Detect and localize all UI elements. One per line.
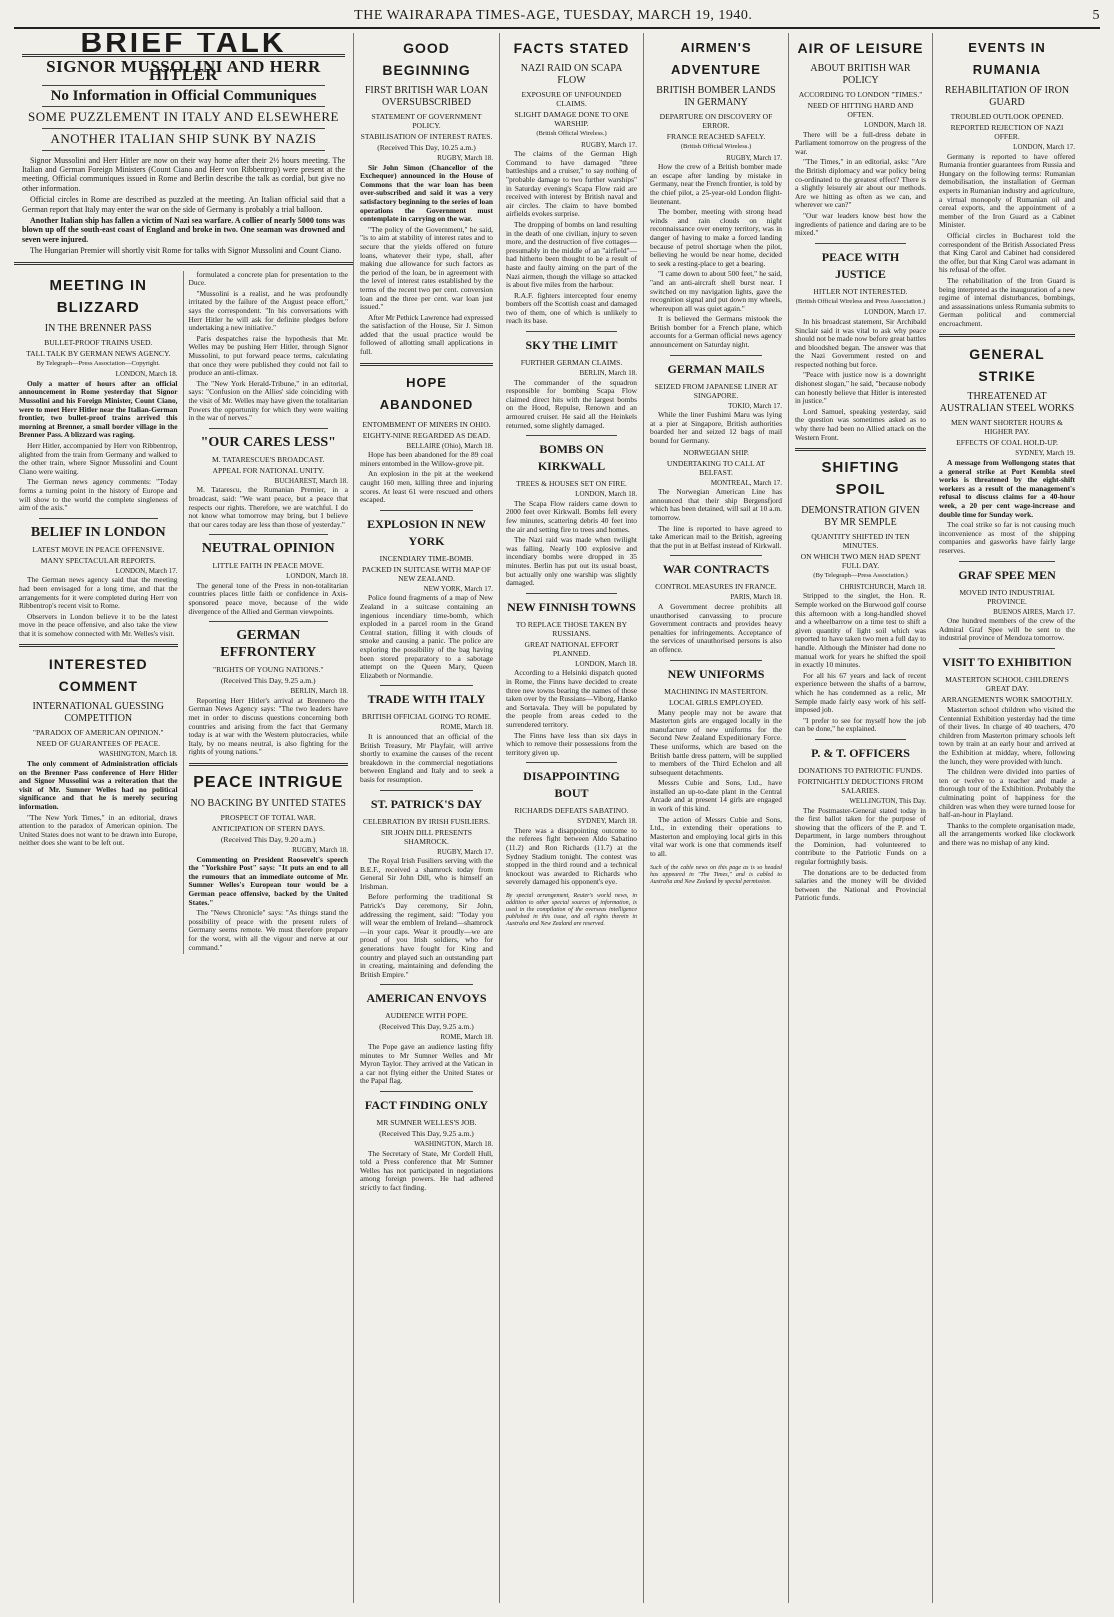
rumania-sub-3: REPORTED REJECTION OF NAZI OFFER. (950, 123, 1064, 141)
dateline: BELLAIRE (Ohio), March 18. (406, 441, 493, 450)
paragraph: Official circles in Bucharest told the correspondent of the British Associated Press that King Carol and Cabinet had considered the offer, but that King Carol was adamant in his refusal of the offer. (939, 230, 1075, 275)
paragraph: Signor Mussolini and Herr Hitler are now on their way home after their 2½ hours meeting. The Italian and German Foreign Ministers (Count Ciano and Herr von Ribbentrop) were present at the meeting. Official communiques issued in Rome and Berlin describe the talk as cordial, but give no other information. (22, 155, 345, 193)
good-sub-2: STATEMENT OF GOVERNMENT POLICY. (371, 112, 482, 130)
divider (209, 621, 329, 622)
justice-headline: PEACE WITH JUSTICE (821, 249, 900, 281)
brief-kicker: BRIEF TALK (80, 33, 287, 59)
paragraph: Lord Samuel, speaking yesterday, said the question was sometimes asked as to why there had been no Allied attack on the Western Front. (795, 406, 926, 442)
dateline: CHRISTCHURCH, March 18. (839, 582, 926, 591)
paragraph: The dropping of bombs on land resulting in the death of one civilian, injury to seven more, and the destruction of five cottages—presumably in the middle of an "airfield"—had hitherto been thought to be a result of haste and faulty aiming on the part of the Nazi airmen, though the village so attacked is about five miles from the harbour. (506, 219, 637, 290)
byline: (British Official Wireless and Press Association.) (795, 297, 926, 305)
good-sub-3: STABILISATION OF INTEREST RATES. (360, 132, 493, 141)
sky-sub: FURTHER GERMAN CLAIMS. (520, 358, 623, 368)
divider (815, 243, 906, 244)
column-1 (14, 271, 184, 955)
facts-headline: FACTS STATED (513, 40, 630, 56)
intrigue-sub: NO BACKING BY UNITED STATES (190, 798, 346, 809)
justice-sub: HITLER NOT INTERESTED. (813, 286, 908, 296)
airmen-sub-2: DEPARTURE ON DISCOVERY OF ERROR. (659, 112, 773, 130)
received-note: (Received This Day, 9.25 a.m.) (379, 1128, 474, 1138)
dateline: LONDON, March 18. (115, 370, 178, 379)
leisure-headline: AIR OF LEISURE (797, 40, 924, 56)
paragraph: "Mussolini is a realist, and he was profoundly irritated by the failure of the August peace effort," says the correspondent. "In his conversations with Herr Hitler he will ask for definite pledges before undertaking a new initiative." (188, 288, 348, 333)
divider (39, 518, 158, 519)
intrigue-sub-3: ANTICIPATION OF STERN DAYS. (211, 824, 325, 833)
paragraph: The rehabilitation of the Iron Guard is being interpreted as the inauguration of a new regime of internal disturbances, bombings, and assassinations unless Rumania submits to German political and commercial encroachment. (939, 275, 1075, 328)
paragraph: The Finns have less than six days in which to remove their possessions from the territory given up. (506, 730, 637, 757)
byline: (British Official Wireless.) (536, 130, 607, 137)
divider (380, 1091, 473, 1092)
paragraph: While the liner Fushimi Maru was lying at a pier at Singapore, British authorities boarded her and seized 12 bags of mail bound for Germany. (650, 410, 782, 446)
dateline: BUENOS AIRES, March 17. (993, 607, 1075, 616)
interested-headline: INTERESTED COMMENT (48, 656, 148, 695)
uniforms-sub: MACHINING IN MASTERTON. (664, 686, 768, 696)
dateline: LONDON, March 17. (115, 566, 178, 575)
divider (42, 85, 325, 86)
paragraph: Police found fragments of a map of New Zealand in a suitcase containing an ingenious incendiary time-bomb, which exploded in a parcel room in the Grand Central station, filling it with clouds of smoke and causing a panic. The police are exploring the possibility of the bag having been stored preparatory to a sabotage attempt on the Queen Mary, Queen Elizabeth or Normandie. (360, 593, 493, 680)
dateline: RUGBY, March 17. (581, 140, 637, 149)
divider (42, 106, 325, 107)
received-note: (Received This Day, 10.25 a.m.) (377, 143, 476, 152)
dateline: LONDON, March 18. (286, 572, 348, 581)
dateline: SYDNEY, March 18. (577, 817, 637, 826)
brief-headline: SIGNOR MUSSOLINI AND HERR HITLER (46, 56, 321, 85)
paragraph: The Pope gave an audience lasting fifty minutes to Mr Sumner Welles and Mr Myron Taylor. They arrived at the Vatican in a car not flying either the United States or the Papal flag. (360, 1042, 493, 1086)
dateline: ROME, March 18. (440, 723, 493, 732)
divider (19, 644, 178, 647)
divider (189, 763, 349, 766)
paragraph: Messrs Cubie and Sons, Ltd., have installed an up-to-date plant in the Central Arcade and at present 14 girls are engaged in work of this kind. (650, 778, 782, 814)
strike-headline: GENERAL STRIKE (969, 346, 1045, 385)
leisure-sub-2: ACCORDING TO LONDON "TIMES." (798, 90, 923, 99)
paragraph: Sir John Simon (Chancellor of the Exchequer) announced in the House of Commons that the war loan has been over-subscribed and said it was a very satisfactory beginning to the series of loan operations the Government must contemplate in carrying on the war. (360, 162, 493, 224)
strike-sub-3: EFFECTS OF COAL HOLD-UP. (956, 438, 1058, 448)
patrick-sub-2: SIR JOHN DILL PRESENTS SHAMROCK. (380, 827, 473, 846)
divider (14, 262, 353, 265)
uniforms-sub-2: LOCAL GIRLS EMPLOYED. (668, 697, 763, 707)
paragraph: A Government decree prohibits all unauthorised canvassing to procure Government contracts and provides heavy penalties for infringements. Acceptance of the services of unauthorised persons is also an offence. (650, 601, 782, 654)
paragraph: One hundred members of the crew of the Admiral Graf Spee will be sent to the industrial province of Mendoza tomorrow. (939, 616, 1075, 643)
facts-sub-3: SLIGHT DAMAGE DONE TO ONE WARSHIP. (514, 110, 629, 128)
belief-sub-2: MANY SPECTACULAR REPORTS. (40, 555, 156, 565)
divider (526, 762, 617, 763)
neutral-headline: NEUTRAL OPINION (201, 541, 335, 557)
trade-sub: BRITISH OFFICIAL GOING TO ROME. (361, 712, 492, 722)
paragraph: The Royal Irish Fusiliers serving with the B.E.F., received a shamrock today from General Sir John Dill, who is himself an Irishman. (360, 856, 493, 891)
spee-sub: MOVED INTO INDUSTRIAL PROVINCE. (959, 587, 1055, 606)
cares-sub-2: APPEAL FOR NATIONAL UNITY. (212, 465, 325, 475)
paragraph: The Secretary of State, Mr Cordell Hull, told a Press conference that Mr Sumner Welles has not participated in negotiations among foreign powers. He had adhered strictly to fact finding. (360, 1148, 493, 1192)
paragraph: A message from Wollongong states that a general strike at Port Kembla steel works is threatened by the eight-shift workers as a result of the management's refusal to discuss claims for a 40-hour week, a 20 per cent wage-increase and double time for Sunday work. (939, 458, 1075, 519)
intrigue-sub-2: PROSPECT OF TOTAL WAR. (220, 813, 316, 822)
divider (959, 648, 1055, 649)
paragraph: The claims of the German High Command to have damaged "three battleships and a cruiser," to say nothing of "probable damage to two further warships" in Saturday evening's Scapa Flow raid are received with interest by British naval and air circles. The claim to have bombed airfields evokes surprise. (506, 149, 637, 219)
kirkwall-sub: TREES & HOUSES SET ON FIRE. (516, 479, 627, 489)
column-grid (14, 33, 1100, 1603)
divider (939, 334, 1075, 337)
paragraph: The coal strike so far is not causing much inconvenience as most of the shipping companies and gasworks have fairly large reserves. (939, 520, 1075, 555)
dateline: BERLIN, March 18. (290, 687, 348, 696)
effrontery-sub: "RIGHTS OF YOUNG NATIONS." (212, 665, 324, 675)
paragraph: Commenting on President Roosevelt's speech the "Yorkshire Post" says: "It puts an end to all the rumours that an immediate outcome of Mr. Sumner Welles's European tour would be a German peace offensive, backed by the United States." (188, 854, 348, 907)
facts-sub-2: EXPOSURE OF UNFOUNDED CLAIMS. (521, 90, 622, 108)
paragraph: The German news agency comments: "Today forms a turning point in the history of Europe and will show to the world the complete singleness of aim of the axis." (19, 477, 178, 513)
rumania-sub: REHABILITATION OF IRON GUARD (944, 85, 1070, 108)
paragraph: Official circles in Rome are described as puzzled at the meeting. An Italian official said that a German report that Italy may enter the war on the side of Germany is probably a trial balloon. (22, 195, 345, 214)
trade-headline: TRADE WITH ITALY (367, 692, 486, 707)
paragraph: Observers in London believe it to be the latest move in the peace offensive, and also take the view that it is somehow connected with Mr. Welles's visit. (19, 611, 178, 638)
mails-headline: GERMAN MAILS (667, 361, 765, 376)
column-3 (354, 33, 500, 1603)
neutral-sub: LITTLE FAITH IN PEACE MOVE. (212, 561, 324, 571)
dateline: LONDON, March 18. (575, 659, 637, 668)
column-2 (184, 271, 354, 955)
interested-sub-3: NEED OF GUARANTEES OF PEACE. (36, 739, 161, 749)
paragraph: The Nazi raid was made when twilight was falling. Nearly 100 explosive and incendiary bombs were dropped in 35 minutes. Berlin has put out its usual boast, but actually only one warship was slightly damaged. (506, 535, 637, 588)
divider (795, 448, 926, 451)
dateline: WASHINGTON, March 18. (414, 1139, 493, 1148)
rumania-headline: EVENTS IN RUMANIA (968, 40, 1046, 77)
columns-1-2 (14, 33, 354, 1603)
paragraph: It is announced that an official of the British Treasury, Mr Playfair, will arrive shortly to examine the causes of the recent breakdown in the commercial negotiations between England and Italy and to seek a basis for resumption. (360, 731, 493, 784)
sky-headline: SKY THE LIMIT (525, 338, 618, 353)
paragraph: Masterton school children who visited the Centennial Exhibition yesterday had the time of their lives. In charge of 40 teachers, 470 children from Masterton primary schools left town by train at an early hour and arrived at the Exhibition at midday, where, following the lunch, they were provided with lunch. (939, 704, 1075, 766)
paragraph: "The New York Times," in an editorial, draws attention to the paradox of American opinion. The United States does not want to be drawn into Europe, neither does she want to be left out. (19, 812, 178, 848)
byline: (By Telegraph—Press Association.) (813, 572, 908, 580)
paragraph: After Mr Pethick Lawrence had expressed the satisfaction of the House, Sir J. Simon added that the usual practice would be followed of allotting small applications in full. (360, 312, 493, 357)
paragraph: An explosion in the pit at the weekend caught 160 men, killing three and injuring scores. At least 61 were rescued and others escaped. (360, 469, 493, 505)
hope-sub: ENTOMBMENT OF MINERS IN OHIO. (362, 419, 491, 429)
divider (670, 660, 762, 661)
paragraph: The "News Chronicle" says: "As things stand the possibility of peace with the present rulers of Germany seems remote. We must therefore prepare for the worst, with all the vigour and nerve at our command." (188, 908, 348, 952)
brief-talk-section (14, 33, 353, 256)
dateline: RUGBY, March 18. (292, 846, 348, 854)
brief-subhead: No Information in Official Communiques (50, 87, 317, 104)
paragraph: The general tone of the Press in non-totalitarian countries places little faith or confidence in Axis-sponsored peace move, because of the wide divergence of the Allied and German viewpoints. (188, 580, 348, 616)
interested-sub-2: "PARADOX OF AMERICAN OPINION." (32, 728, 164, 738)
paragraph: There was a disappointing outcome to the referees fight between Aldo Sabatino (11.2) and Ron Richards (11.7) at the Sydney Stadium tonight. The contest was stopped in the third round and a technical knockout was awarded to Richards who severely damaged his opponent's eye. (506, 825, 637, 887)
divider (670, 355, 762, 356)
hope-sub-2: EIGHTY-NINE REGARDED AS DEAD. (362, 430, 491, 440)
finding-sub: MR SUMNER WELLES'S JOB. (376, 1117, 477, 1127)
paragraph: The only comment of Administration officials on the Brenner Pass conference of Herr Hitler and Signor Mussolini was a reiteration that the visit of Mr. Sumner Welles had no political significance and that he is merely securing information. (19, 759, 178, 812)
paragraph: R.A.F. fighters intercepted four enemy bombers off the Scottish coast and damaged two of them, one of which is unlikely to reach its base. (506, 290, 637, 326)
brief-subhead-3: ANOTHER ITALIAN SHIP SUNK BY NAZIS (50, 130, 317, 146)
envoys-headline: AMERICAN ENVOYS (366, 991, 487, 1006)
norwegian-sub: UNDERTAKING TO CALL AT BELFAST. (666, 458, 766, 477)
paragraph: The "New York Herald-Tribune," in an editorial, says: "Confusion on the Allies' side coinciding with the visit of Mr. Welles may have given the totalitarian Powers the opportunity for which they were waiting in the war of nerves." (188, 378, 348, 423)
paragraph: Only a matter of hours after an official announcement in Rome yesterday that Signor Mussolini and his Foreign Minister, Count Ciano, were to meet Herr Hitler near the Italian-German frontier, two bullet-proof trains arrived this morning at Brenner, a small border village in the Brenner Pass. A blizzard was raging. (19, 378, 178, 440)
paragraph: "Our war leaders know best how the ingredients of patience and daring are to be mixed." (795, 210, 926, 238)
officers-sub: DONATIONS TO PATRIOTIC FUNDS. (798, 765, 923, 775)
dateline: RUGBY, March 17. (726, 153, 782, 162)
blizzard-sub: IN THE BRENNER PASS (44, 322, 152, 334)
divider (380, 510, 473, 511)
divider (526, 331, 617, 332)
column-6 (789, 33, 933, 1603)
received-note: (Received This Day, 9.25 a.m.) (220, 676, 316, 686)
paragraph: "The policy of the Government," he said, "is to aim at stability of interest rates and to secure that the yields offered on future loans, whatever their type, shall, after making due allowance for such factors as the period of the loan, be in agreement with the level of interest rates established by the terms of the recent two per cent. conversion loan and the three per cent. war loan just issued." (360, 224, 493, 312)
blizzard-headline: MEETING IN BLIZZARD (49, 276, 147, 316)
dateline: PARIS, March 18. (730, 593, 782, 602)
paragraph: The bomber, meeting with strong head winds and rain clouds on night reconnaissance over enemy territory, was in danger of having to make a forced landing because of petrol shortage when the pilot, believing he would be near home, decided to seek a resting-place to get a bearing. (650, 207, 782, 268)
dateline: RUGBY, March 17. (437, 847, 493, 856)
divider (42, 128, 325, 129)
received-note: (Received This Day, 9.25 a.m.) (379, 1022, 474, 1032)
paragraph: The Scapa Flow raiders came down to 2000 feet over Kirkwall. Bombs fell every few minutes, scattering debris 40 feet into the air and setting fire to trees and homes. (506, 498, 637, 534)
belief-headline: BELIEF IN LONDON (30, 524, 166, 540)
paragraph: M. Tatarescu, the Rumanian Premier, in a broadcast, said: "We want peace, but a peace that respects our rights. Therefore, we are watchful. I do not know what tomorrow may bring, but I believe that our cares today are less than those of yesterday." (188, 485, 348, 529)
bout-sub: RICHARDS DEFEATS SABATINO. (514, 806, 629, 816)
column-5 (644, 33, 789, 1603)
dateline: WELLINGTON, This Day. (849, 796, 926, 805)
dateline: TOKIO, March 17. (728, 401, 782, 410)
exhibition-sub: MASTERTON SCHOOL CHILDREN'S GREAT DAY. (945, 674, 1069, 693)
dateline: BUCHAREST, March 18. (274, 476, 348, 485)
effrontery-headline: GERMAN EFFRONTERY (220, 628, 317, 661)
divider (526, 593, 617, 594)
explosion-sub-2: PACKED IN SUITCASE WITH MAP OF NEW ZEALAND. (361, 564, 492, 583)
divider (815, 739, 906, 740)
closing-note: Such of the cable news on this page as is so headed has appeared in "The Times," and is cabled to Australia and New Zealand by special permission. (650, 864, 782, 885)
paragraph: The Hungarian Premier will shortly visit Rome for talks with Signor Mussolini and Count Ciano. (30, 246, 342, 256)
divider (380, 790, 473, 791)
patrick-sub: CELEBRATION BY IRISH FUSILIERS. (362, 816, 491, 826)
paragraph: It is believed the Germans mistook the British bomber for a French plane, which accounts for a German official news agency announcement on Saturday night. (650, 314, 782, 350)
mails-sub: SEIZED FROM JAPANESE LINER AT SINGAPORE. (654, 381, 778, 400)
facts-sub: NAZI RAID ON SCAPA FLOW (520, 63, 623, 86)
paragraph: Another Italian ship has fallen a victim of Nazi sea warfare. A collier of nearly 5000 tons was blown up off the south-east coast of England and broke in two. One seaman was drowned and seven were injured. (22, 216, 345, 244)
airmen-sub: BRITISH BOMBER LANDS IN GERMANY (656, 85, 776, 108)
spoil-headline: SHIFTING SPOIL (821, 459, 900, 499)
hope-headline: HOPE ABANDONED (379, 374, 474, 412)
divider (670, 555, 762, 556)
divider (959, 561, 1055, 562)
dateline: LONDON, March 18. (864, 121, 926, 129)
column-4 (500, 33, 644, 1603)
paragraph: The children were divided into parties of ten or twelve to a teacher and made a thorough tour of the Exhibition. Probably the culminating point of happiness for the children was when they were turned loose for half-an-hour in Playland. (939, 767, 1075, 820)
officers-sub-2: FORTNIGHTLY DEDUCTIONS FROM SALARIES. (797, 776, 924, 795)
spoil-sub-2: QUANTITY SHIFTED IN TEN MINUTES. (811, 532, 910, 551)
finnish-sub-2: GREAT NATIONAL EFFORT PLANNED. (524, 639, 619, 658)
paragraph: Reporting Herr Hitler's arrival at Brennero the German News Agency says: "The two leaders have met in order to discuss questions concerning both countries and arising from the fact that Germany today is at war with the Western plutocracies, while Italy, by no means neutral, is also fighting for the rights of young nations." (188, 695, 348, 757)
envoys-sub: AUDIENCE WITH POPE. (385, 1011, 468, 1021)
column-7 (933, 33, 1081, 1603)
finding-headline: FACT FINDING ONLY (364, 1097, 489, 1112)
contracts-sub: CONTROL MEASURES IN FRANCE. (655, 582, 777, 592)
leisure-sub: ABOUT BRITISH WAR POLICY (810, 63, 911, 86)
page-number: 5 (1092, 8, 1100, 23)
paragraph: "The Times," in an editorial, asks: "Are the British diplomacy and war policy being co-ordinated to the greatest effect? There is a slightly leisurely air about our methods. Are we hitting as often as we can, and wherever we can?" (795, 157, 926, 210)
contracts-headline: WAR CONTRACTS (662, 562, 770, 577)
blizzard-sub-3: TALL TALK BY GERMAN NEWS AGENCY. (26, 348, 171, 358)
exhibition-headline: VISIT TO EXHIBITION (942, 654, 1072, 669)
paragraph: The German news agency said that the meeting had been envisaged for a long time, and that the arrangements for it were completed during Herr von Ribbentrop's recent visit to Rome. (19, 575, 178, 611)
cares-headline: "OUR CARES LESS" (200, 434, 336, 450)
paragraph: The Postmaster-General stated today in the first ballot taken for the purpose of showing that the officers of the P. and T. Department, in large numbers throughout the Dominion, had volunteered to contribute to the Patriotic Funds on a regular fortnightly basis. (795, 805, 926, 867)
byline: By Telegraph—Press Association—Copyright. (36, 359, 160, 367)
intrigue-headline: PEACE INTRIGUE (193, 774, 344, 791)
dateline: NEW YORK, March 17. (423, 584, 493, 593)
dateline: LONDON, March 18. (575, 490, 637, 499)
paragraph: Many people may not be aware that Masterton girls are engaged locally in the manufacture of new uniforms for the Second New Zealand Expeditionary Force. These uniforms, which are based on the British battle dress pattern, will be supplied to members of the Third Echelon and all subsequent detachments. (650, 707, 782, 777)
strike-sub: THREATENED AT AUSTRALIAN STEEL WORKS (939, 391, 1075, 415)
divider (42, 150, 325, 151)
airmen-headline: AIRMEN'S ADVENTURE (671, 40, 761, 77)
paragraph: Before performing the traditional St Patrick's Day ceremony, Sir John, addressing the regiment, said: "Today you will wear the emblem of Ireland—shamrock—in your caps. Wear it proudly—we are proud of you Irish soldiers, who for generations have fought for King and country and played such an outstanding part in creating, maintaining and defending the British Empire." (360, 892, 493, 979)
paragraph: Germany is reported to have offered Rumania frontier guarantees from Russia and Hungary on the following terms: Rumanian demobilisation, the installation of German experts in Rumanian industry and agriculture, a virtual monopoly of Rumanian oil and cereal exports, and the appointment of a member of the Iron Guard as a Cabinet Minister. (939, 151, 1075, 230)
paragraph: formulated a concrete plan for presentation to the Duce. (188, 269, 348, 288)
paragraph: "Peace with justice now is a downright dishonest slogan," he said, "because nobody can honestly believe that Hitler is interested in justice." (795, 370, 926, 406)
paragraph: The donations are to be deducted from salaries and the money will be divided between the National and Provincial Patriotic funds. (795, 867, 926, 903)
patrick-headline: ST. PATRICK'S DAY (370, 796, 483, 811)
blizzard-sub-2: BULLET-PROOF TRAINS USED. (44, 337, 153, 347)
brief-body (22, 156, 345, 256)
paragraph: "I came down to about 500 feet," he said, "and an anti-aircraft shell burst near. I switched on my navigation lights, gave the recognition signal and put down my wheels, whereupon all was quiet again." (650, 269, 782, 313)
paragraph: In his broadcast statement, Sir Archibald Sinclair said it was vital to ask why peace should not be made now before great battles and bloodshed began. The answer was that the Nazi Government rested on and respected nothing but force. (795, 316, 926, 369)
paragraph: How the crew of a British bomber made an escape after landing by mistake in Germany, near the French frontier, is told by the chief pilot, a 25-year-old London flight-lieutenant. (650, 162, 782, 206)
kirkwall-headline: BOMBS ON KIRKWALL (537, 442, 606, 474)
spoil-sub: DEMONSTRATION GIVEN BY MR SEMPLE (801, 505, 920, 529)
paragraph: Stripped to the singlet, the Hon. R. Semple worked on the Burwood golf course this afternoon with a long-handled shovel and a wheelbarrow on a time test to shift a given quantity of light soil which was reported to have taken two men a full day to handle. Although the Minister had done no manual work for years he shifted the spoil in exactly 10 minutes. (795, 591, 926, 670)
dateline: SYDNEY, March 19. (1015, 449, 1075, 458)
good-headline: GOOD BEGINNING (382, 40, 471, 78)
spee-headline: GRAF SPEE MEN (958, 567, 1056, 582)
paragraph: Paris despatches raise the hypothesis that Mr. Welles may be pushing Herr Hitler, through Signor Mussolini, to put forward peace terms, calculating that once they were published they could not fail to produce an anti-climax. (188, 333, 348, 378)
dateline: RUGBY, March 18. (437, 154, 493, 162)
cares-sub: M. TATARESCUE'S BROADCAST. (211, 454, 325, 464)
divider (526, 435, 617, 436)
strike-sub-2: MEN WANT SHORTER HOURS & HIGHER PAY. (951, 418, 1063, 437)
rumania-sub-2: TROUBLED OUTLOOK OPENED. (950, 112, 1064, 121)
paragraph: The action of Messrs Cubie and Sons, Ltd., in extending their operations to Masterton and employing local girls in this vital war work is one that commends itself to all. (650, 814, 782, 859)
paragraph: There will be a full-dress debate in Parliament tomorrow on the progress of the war. (795, 129, 926, 156)
finnish-sub: TO REPLACE THOSE TAKEN BY RUSSIANS. (515, 619, 628, 638)
paragraph: Hope has been abandoned for the 89 coal miners entombed in the Willow-grove pit. (360, 450, 493, 468)
dateline: ROME, March 18. (440, 1033, 493, 1042)
belief-sub: LATEST MOVE IN PEACE OFFENSIVE. (32, 544, 165, 554)
byline: (British Official Wireless.) (680, 143, 752, 150)
footnote: By special arrangement, Reuter's world news, in addition to other special sources of information, is used in the compilation of the overseas intelligence published in this issue, and all rights therein in Australia and New Zealand are reserved. (506, 893, 637, 928)
paragraph: "I prefer to see for myself how the job can be done," he explained. (795, 715, 926, 734)
received-note: (Received This Day, 9.20 a.m.) (220, 835, 316, 844)
airmen-sub-3: FRANCE REACHED SAFELY. (666, 132, 766, 141)
divider (209, 428, 329, 429)
paragraph: According to a Helsinki dispatch quoted in Rome, the Finns have decided to create three new towns bearing the names of those taken over by the Russians—Viborg, Hanko and Sortavala. They will be populated by the people from areas ceded to the surrendered territory. (506, 668, 637, 729)
masthead (14, 8, 1100, 29)
officers-headline: P. & T. OFFICERS (811, 745, 910, 760)
leisure-sub-3: NEED OF HITTING HARD AND OFTEN. (807, 101, 914, 119)
divider (360, 363, 493, 366)
finnish-headline: NEW FINNISH TOWNS (507, 599, 636, 614)
divider (380, 984, 473, 985)
paragraph: The commander of the squadron responsible for bombing Scapa Flow claimed direct hits with the largest bombs on the Hood, Repulse, Renown and an armoured cruiser. He said all the Heinkels returned, some slightly damaged. (506, 377, 637, 430)
divider (209, 534, 329, 535)
uniforms-headline: NEW UNIFORMS (667, 666, 765, 681)
dateline: BERLIN, March 18. (579, 369, 637, 378)
exhibition-sub-2: ARRANGEMENTS WORK SMOOTHLY. (941, 694, 1073, 704)
interested-sub: INTERNATIONAL GUESSING COMPETITION (32, 701, 165, 725)
explosion-sub: INCENDIARY TIME-BOMB. (379, 553, 474, 563)
masthead-title: THE WAIRARAPA TIMES-AGE, TUESDAY, MARCH 19, 1940. (354, 8, 753, 23)
divider (380, 685, 473, 686)
dateline: LONDON, March 17. (864, 308, 926, 317)
dateline: LONDON, March 17. (1013, 143, 1075, 151)
two-column-block (14, 271, 353, 955)
bout-headline: DISAPPOINTING BOUT (523, 769, 620, 801)
dateline: WASHINGTON, March 18. (98, 750, 178, 759)
explosion-headline: EXPLOSION IN NEW YORK (367, 516, 486, 548)
brief-subhead-2: SOME PUZZLEMENT IN ITALY AND ELSEWHERE (28, 109, 339, 125)
spoil-sub-3: ON WHICH TWO MEN HAD SPENT FULL DAY. (800, 552, 921, 571)
dateline: MONTREAL, March 17. (710, 478, 782, 487)
paragraph: The Norwegian American Line has announced that their ship Bergensfjord which has been detained, will sail at 10 a.m. tomorrow. (650, 487, 782, 522)
paragraph: For all his 67 years and lack of recent experience between the shafts of a barrow, which he has condemned as a relic, Mr Semple made fairly easy work of his self-imposed job. (795, 670, 926, 715)
norwegian-headline: NORWEGIAN SHIP. (683, 447, 749, 457)
paragraph: Herr Hitler, accompanied by Herr von Ribbentrop, alighted from the train from Germany and walked to the other train, where Signor Mussolini and Count Ciano were waiting. (19, 440, 178, 476)
paragraph: Thanks to the complete organisation made, all the arrangements worked like clockwork and there was no mishap of any kind. (939, 820, 1075, 847)
paragraph: The line is reported to have agreed to take American mail to the British, agreeing that the put in at Belfast instead of Kirkwall. (650, 523, 782, 550)
good-sub: FIRST BRITISH WAR LOAN OVERSUBSCRIBED (364, 85, 489, 108)
